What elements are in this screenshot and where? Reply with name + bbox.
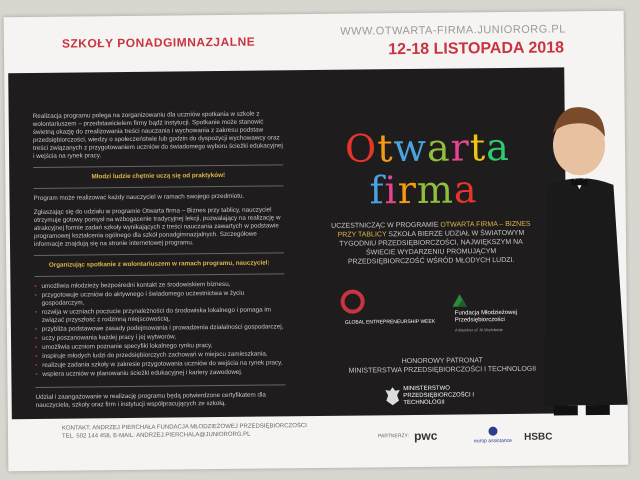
certificate-paragraph: Udział i zaangażowanie w realizację programu będą potwierdzone certyfikatem dla nauczyciela, szkoły oraz firm i instytucji współpracujących ze szkołą. xyxy=(35,391,266,409)
intro-paragraph: Realizacja programu polega na zorganizowaniu dla uczniów spotkania w szkole z wolontariuszem – przedstawicielem firmy bądź instytucji. Spotkanie może stanowić świetną okazję do zrealizowania treści nauczania i wychowania z zakresu podstaw przedsiębiorczości, wiedzy o społeczeństwie lub godzin do dyspozycji wychowawcy oraz treści związanych z przygotowaniem uczniów do świadomego wyboru ścieżki edukacyjnej i wejścia na rynek pracy. xyxy=(32,110,283,160)
contact-info xyxy=(62,422,307,441)
europ-assistance-logo xyxy=(474,426,512,444)
divider xyxy=(36,384,286,388)
divider xyxy=(34,252,284,256)
divider xyxy=(34,273,284,277)
list-item: • przybliża podstawowe zasady podejmowania i prowadzenia działalności gospodarczej, xyxy=(35,323,285,334)
logo-letter: t xyxy=(469,125,487,170)
contact-line-2: TEL. 502 144 458, E-MAIL: ANDRZEJ.PIERCHALA@JUNIORORG.PL xyxy=(62,431,251,440)
list-item: • umożliwia uczniom poznanie specyfiki lokalnego rynku pracy, xyxy=(35,341,285,352)
divider xyxy=(33,164,283,168)
list-item: • uczy poszanowania każdej pracy i jej wytworów, xyxy=(35,332,285,343)
hsbc-logo: HSBC xyxy=(524,431,553,443)
logo-letter: a xyxy=(453,167,478,212)
list-item: • inspiruje młodych ludzi do przedsiębiorczych zachowań w miejscu zamieszkania, xyxy=(35,350,285,361)
fmp-name: Fundacja Młodzieżowej Przedsiębiorczości xyxy=(454,309,518,324)
fmp-mountain-icon xyxy=(451,288,469,310)
honorary-patronage xyxy=(327,355,557,375)
paragraph-2: Program może realizować każdy nauczyciel w ramach swojego przedmiotu. xyxy=(33,192,245,202)
logo-letter: a xyxy=(485,124,510,170)
logo-letter: m xyxy=(416,167,455,212)
audience-label: SZKOŁY PONADGIMNAZJALNE xyxy=(61,34,256,51)
footer xyxy=(54,415,608,461)
list-item: • przygotowuje uczniów do aktywnego i świadomego uczestnictwa w życiu gospodarczym, xyxy=(35,289,285,308)
logo-letter: a xyxy=(426,125,451,170)
list-item: • wspiera uczniów w planowaniu ścieżki edukacyjnej i kariery zawodowej. xyxy=(35,368,285,379)
logo-letter: t xyxy=(376,126,394,171)
fmp-sub: A Member of JA Worldwide xyxy=(454,327,503,333)
list-item: • rozwija w uczniach poczucie przynależności do środowiska lokalnego i pomaga im związać przyszłość z rodzinną miejscowością, xyxy=(35,306,285,325)
logo-letter: w xyxy=(393,125,428,171)
europ-label: europ assistance xyxy=(474,437,512,445)
logo-letter: f xyxy=(369,168,385,213)
program-description xyxy=(328,220,534,267)
contact-line-1: KONTAKT: ANDRZEJ PIERCHAŁA FUNDACJA MŁODZIEŻOWEJ PRZEDSIĘBIORCZOŚCI xyxy=(61,423,307,432)
cta-text-c: SZKOŁA BIERZE UDZIAŁ W ŚWIATOWYM TYGODNIU PRZEDSIĘBIORCZOŚCI, NAJWIĘKSZYM NA ŚWIECIE WYDARZENIU PROMUJĄCYM PRZEDSIĘBIORCZOŚĆ WŚRÓD MŁODYCH LUDZI. xyxy=(339,229,525,266)
pwc-logo: pwc xyxy=(413,428,438,443)
poster xyxy=(4,11,629,471)
logo-letter: r xyxy=(450,125,471,170)
benefits-list xyxy=(34,280,285,379)
list-item: • realizuje zadania szkoły w zakresie przygotowania uczniów do wejścia na rynek pracy, xyxy=(35,359,285,370)
website-url: WWW.OTWARTA-FIRMA.JUNIORORG.PL xyxy=(340,23,566,38)
cta-text-a: UCZESTNICZĄC W PROGRAMIE xyxy=(331,221,441,230)
logo-letter: i xyxy=(384,168,398,213)
list-item: • umożliwia młodzieży bezpośredni kontakt ze środowiskiem biznesu, xyxy=(34,280,284,291)
gew-label: GLOBAL ENTREPRENEURSHIP WEEK xyxy=(344,318,436,326)
highlight-text: Młodzi ludzie chętnie uczą się od praktyków! xyxy=(91,171,226,181)
gew-logo xyxy=(341,289,441,326)
cta-program-name: OTWARTA FIRMA – BIZNES PRZY TABLICY xyxy=(337,220,531,239)
patronat-line-1: HONOROWY PATRONAT xyxy=(401,357,483,366)
event-date: 12-18 LISTOPADA 2018 xyxy=(388,39,565,59)
logo-letter: O xyxy=(344,126,378,171)
globe-icon xyxy=(486,426,500,436)
list-heading: Organizując spotkanie z wolontariuszem w ramach programu, nauczyciel: xyxy=(48,259,270,269)
divider xyxy=(33,185,283,189)
main-panel xyxy=(8,67,568,419)
patronat-line-2: MINISTERSTWA PRZEDSIĘBIORCZOŚCI I TECHNOLOGII xyxy=(348,365,537,375)
logo-letter: r xyxy=(397,167,418,213)
gew-circle-icon xyxy=(341,289,365,313)
logos-row xyxy=(340,280,550,333)
ministry-logo xyxy=(384,384,514,407)
left-column xyxy=(33,110,286,416)
paragraph-3: Zgłaszając się do udziału w programie Otwarta firma – Biznes przy tablicy, nauczyciel otrzymuje gotowy pomysł na wzbogacenie tradycyjnej lekcji, pozwalający na realizację w atrakcyjnej formie zadań szkoły wynikających z treści nauczania zawartych w podstawie programowej kształcenia ogólnego dla szkół ponadgimnazjalnych. Szczegółowe informacje znajdują się na stronie internetowej programu. xyxy=(33,206,281,248)
partners-label: PARTNERZY: xyxy=(378,433,410,440)
eagle-icon xyxy=(384,385,402,407)
ministry-name: MINISTERSTWO PRZEDSIĘBIORCZOŚCI I TECHNOLOGII xyxy=(403,385,475,406)
boy-photo xyxy=(528,75,628,426)
